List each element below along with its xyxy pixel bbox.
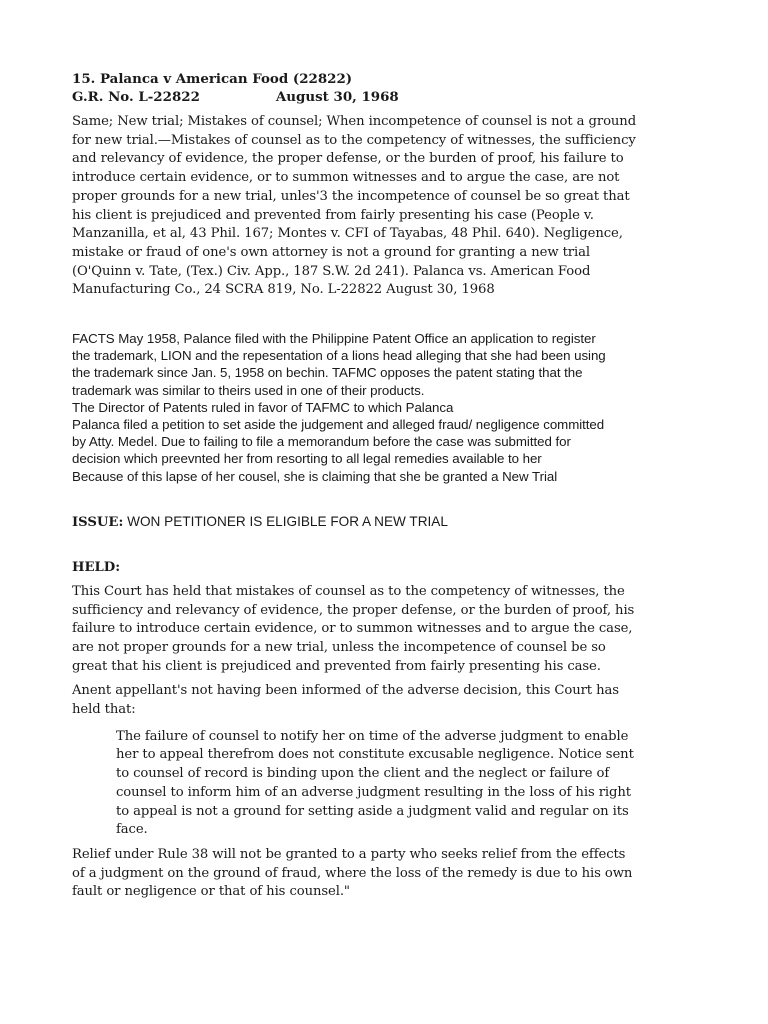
case-reference [72,88,712,106]
held-paragraph-3: Relief under Rule 38 will not be granted to a party who seeks relief from the effects of a judgment on the ground of fraud, where the loss of the remedy is due to his own fault or negligence or that of his counsel." [72,847,633,900]
held-quote: The failure of counsel to notify her on time of the adverse judgment to enable her to appeal therefrom does not constitute excusable negligence. Notice sent to counsel of record is binding upon the client and the neglect or failure of counsel to inform him of an adverse judgment resulting in the loss of his right to appeal is not a ground for setting aside a judgment valid and regular on its face. [116,728,634,838]
held-label: HELD: [72,559,121,575]
gr-number: G.R. No. L-22822 [72,89,200,105]
facts-section: FACTS May 1958, Palance filed with the Philippine Patent Office an application to register the trademark, LION and the repesentation of a lions head alleging that she had been using the trademark since Jan. 5, 1958 on bechin. TAFMC opposes the patent stating that the trademark was similar to theirs used in one of their products. The Director of Patents ruled in favor of TAFMC to which Palanca Palanca filed a petition to set aside the judgement and alleged fraud/ negligence committed by Atty. Medel. Due to failing to file a memorandum before the case was submitted for decision which preevnted her from resorting to all legal remedies available to her Because of this lapse of her cousel, she is claiming that she be granted a New Trial [72,331,606,484]
syllabus-paragraph: Same; New trial; Mistakes of counsel; When incompetence of counsel is not a ground for new trial.—Mistakes of counsel as to the competency of witnesses, the sufficiency and relevancy of evidence, the proper defense, or the burden of proof, his failure to introduce certain evidence, or to summon witnesses and to argue the case, are not proper grounds for a new trial, unles'3 the incompetence of counsel be so great that his client is prejudiced and prevented from fairly presenting his case (People v. Manzanilla, et al, 43 Phil. 167; Montes v. CFI of Tayabas, 48 Phil. 640). Negligence, mistake or fraud of one's own attorney is not a ground for granting a new trial (O'Quinn v. Tate, (Tex.) Civ. App., 187 S.W. 2d 241). Palanca vs. American Food Manufacturing Co., 24 SCRA 819, No. L-22822 August 30, 1968 [72,114,637,298]
issue-label: ISSUE: [72,514,124,530]
document-page [72,70,712,902]
held-paragraph-1: This Court has held that mistakes of counsel as to the competency of witnesses, the sufficiency and relevancy of evidence, the proper defense, or the burden of proof, his failure to introduce certain evidence, or to summon witnesses and to argue the case, are not proper grounds for a new trial, unless the incompetence of counsel be so great that his client is prejudiced and prevented from fairly presenting his case. [72,583,635,674]
issue-text: WON PETITIONER IS ELIGIBLE FOR A NEW TRIAL [127,513,448,529]
case-title: 15. Palanca v American Food (22822) [72,71,353,87]
held-paragraph-2: Anent appellant's not having been informed of the adverse decision, this Court has held that: [72,683,619,718]
decision-date: August 30, 1968 [275,89,399,105]
issue-section [72,513,712,532]
